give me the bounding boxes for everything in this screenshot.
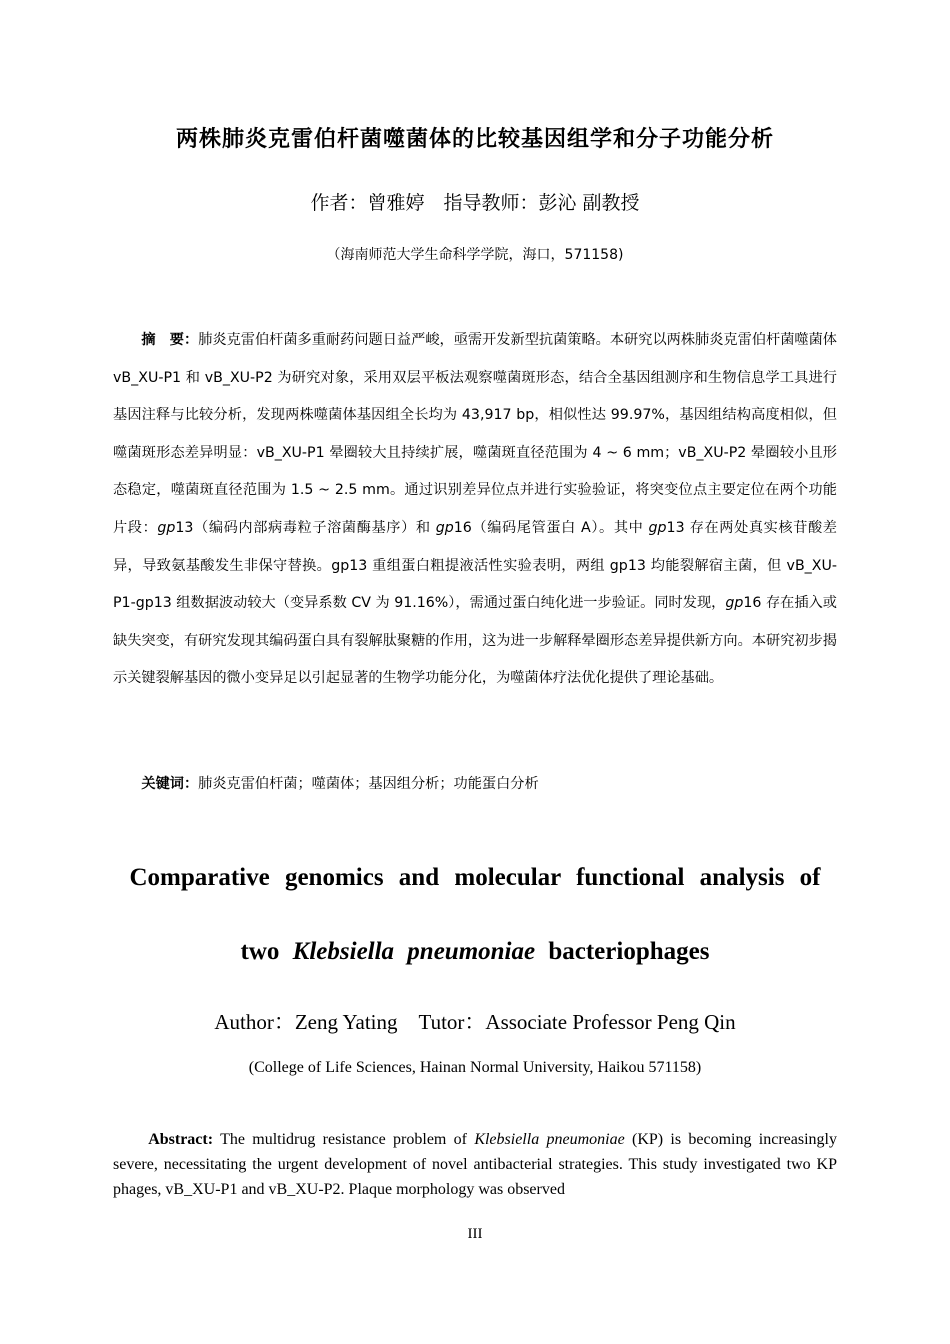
chinese-abstract-text: 肺炎克雷伯杆菌多重耐药问题日益严峻，亟需开发新型抗菌策略。本研究以两株肺炎克雷伯杆菌噬菌体 vB_XU-P1 和 vB_XU-P2 为研究对象，采用双层平板法观察噬菌斑形态，结合全基因组测序和生物信息学工具进行基因注释与比较分析，发现两株噬菌体基因组全长均为 43,917 bp，相似性达 99.97%，基因组结构高度相似，但噬菌斑形态差异明显：vB_XU-P1 晕圈较大且持续扩展，噬菌斑直径范围为 4 ~ 6 mm；vB_XU-P2 晕圈较小且形态稳定，噬菌斑直径范围为 1.5 ~ 2.5 mm。通过识别差异位点并进行实验验证，将突变位点主要定位在两个功能片段：	[113, 332, 837, 536]
english-title-line-1: Comparative genomics and molecular functional analysis of	[129, 864, 821, 891]
english-abstract	[113, 1127, 837, 1202]
species-name: Klebsiella pneumoniae	[292, 938, 536, 965]
gene-name: gp	[435, 519, 454, 536]
gene-name: gp	[648, 519, 667, 536]
english-abstract-text: The multidrug resistance problem of	[213, 1131, 475, 1148]
english-title-text: two	[240, 938, 293, 965]
english-affiliation: (College of Life Sciences, Hainan Normal University, Haikou 571158)	[248, 1059, 702, 1076]
english-author-line: Author：Zeng Yating Tutor：Associate Professor Peng Qin	[214, 1010, 736, 1034]
chinese-abstract-text: 13（编码内部病毒粒子溶菌酶基序）和	[175, 519, 436, 536]
chinese-keywords-text: 肺炎克雷伯杆菌；噬菌体；基因组分析；功能蛋白分析	[198, 776, 539, 792]
english-abstract-text: (KP) is becoming increasingly severe, necessitating the urgent development of novel antibacterial strategies. This study investigated two KP phages, vB_XU-P1 and vB_XU-P2. Plaque morphology was observed	[113, 1131, 837, 1198]
chinese-keywords-label: 关键词：	[141, 776, 199, 792]
chinese-title: 两株肺炎克雷伯杆菌噬菌体的比较基因组学和分子功能分析	[175, 127, 774, 152]
english-abstract-label: Abstract:	[148, 1131, 214, 1148]
gene-name: gp	[157, 519, 176, 536]
chinese-abstract-text: 13 存在两处真实核苷酸差异，导致氨基酸发生非保守替换。gp13 重组蛋白粗提液活性实验表明，两组 gp13 均能裂解宿主菌，但 vB_XU-P1-gp13 组数据波动较大（变异系数 CV 为 91.16%），需通过蛋白纯化进一步验证。同时发现，	[113, 519, 837, 612]
chinese-abstract-label: 摘 要：	[141, 332, 199, 348]
english-title-line-2	[113, 938, 837, 966]
chinese-affiliation: （海南师范大学生命科学学院，海口，571158)	[326, 247, 624, 263]
page-number: III	[467, 1226, 483, 1242]
species-name: Klebsiella pneumoniae	[474, 1131, 625, 1148]
chinese-abstract-text: 16 存在插入或缺失突变，有研究发现其编码蛋白具有裂解肽聚糖的作用，这为进一步解释晕圈形态差异提供新方向。本研究初步揭示关键裂解基因的微小变异足以引起显著的生物学功能分化，为噬菌体疗法优化提供了理论基础。	[113, 595, 837, 687]
chinese-keywords	[113, 769, 837, 799]
gene-name: gp	[725, 595, 744, 612]
chinese-abstract-text: 16（编码尾管蛋白 A）。其中	[453, 519, 649, 536]
english-title-text: bacteriophages	[535, 938, 710, 965]
chinese-author-line: 作者：曾雅婷 指导教师：彭沁 副教授	[310, 192, 640, 214]
chinese-abstract	[113, 322, 837, 698]
